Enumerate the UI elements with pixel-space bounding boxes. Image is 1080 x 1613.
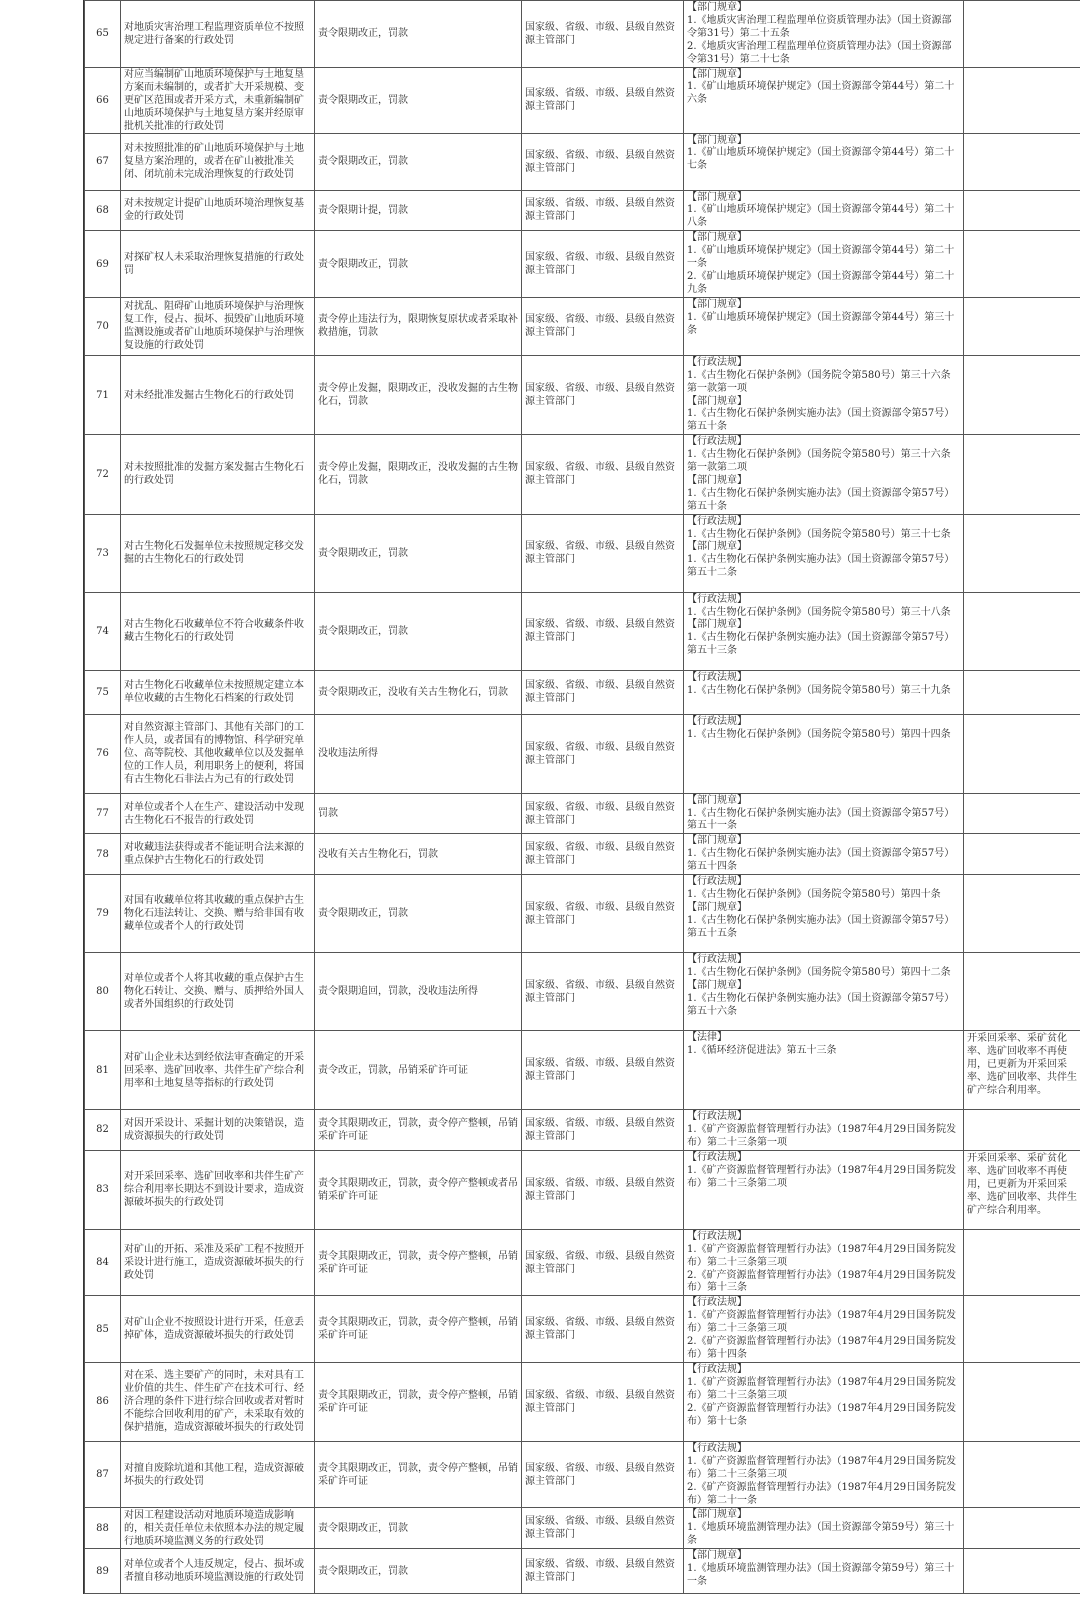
remark (964, 190, 1080, 231)
remark (964, 514, 1080, 592)
penalty-measure: 责令限期改正，罚款 (315, 231, 522, 298)
row-number: 66 (85, 67, 121, 133)
penalty-measure: 责令其限期改正，罚款，责令停产整顿，吊销采矿许可证 (315, 1110, 522, 1151)
penalty-measure: 责令限期改正，罚款 (315, 875, 522, 953)
penalty-measure: 责令限期改正，罚款 (315, 133, 522, 190)
penalty-measure: 责令其限期改正，罚款，责令停产整顿，吊销采矿许可证 (315, 1441, 522, 1508)
enforcing-authority: 国家级、省级、市级、县级自然资源主管部门 (522, 834, 684, 875)
enforcing-authority: 国家级、省级、市级、县级自然资源主管部门 (522, 875, 684, 953)
row-number: 84 (85, 1229, 121, 1296)
row-number: 70 (85, 297, 121, 355)
enforcing-authority: 国家级、省级、市级、县级自然资源主管部门 (522, 1549, 684, 1594)
legal-basis-line: 1.《矿产资源监督管理暂行办法》（1987年4月29日国务院发布）第二十三条第三项 (687, 1376, 957, 1401)
legal-basis-line: 1.《古生物化石保护条例》（国务院令第580号）第四十四条 (687, 728, 951, 740)
penalty-item: 对开采回采率、选矿回收率和共伴生矿产综合利用率长期达不到设计要求，造成资源破坏损失的行政处罚 (121, 1150, 315, 1229)
table-row (85, 435, 1080, 514)
table-row (85, 1508, 1080, 1549)
table-row (85, 1296, 1080, 1363)
legal-basis (684, 190, 964, 231)
penalty-item: 对地质灾害治理工程监理资质单位不按照规定进行备案的行政处罚 (121, 1, 315, 68)
enforcing-authority: 国家级、省级、市级、县级自然资源主管部门 (522, 133, 684, 190)
table-row (85, 231, 1080, 298)
row-number: 69 (85, 231, 121, 298)
penalty-item: 对收藏违法获得或者不能证明合法来源的重点保护古生物化石的行政处罚 (121, 834, 315, 875)
row-number: 75 (85, 670, 121, 714)
legal-basis-line: 1.《循环经济促进法》第五十三条 (687, 1045, 837, 1056)
remark (964, 355, 1080, 434)
legal-basis (684, 670, 964, 714)
remark: 开采回采率、采矿贫化率、选矿回收率不再使用，已更新为开采回采率、选矿回收率、共伴生矿产综合利用率。 (964, 1150, 1080, 1229)
penalty-measure: 责令停止违法行为，限期恢复原状或者采取补救措施，罚款 (315, 297, 522, 355)
remark (964, 1549, 1080, 1594)
table-row (85, 1150, 1080, 1229)
penalty-item: 对古生物化石发掘单位未按照规定移交发掘的古生物化石的行政处罚 (121, 514, 315, 592)
legal-basis-line: 【部门规章】 (687, 979, 747, 991)
legal-basis-line: 【行政法规】 (687, 1111, 747, 1123)
penalty-item: 对应当编制矿山地质环境保护与土地复垦方案而未编制的，或者扩大开采规模、变更矿区范围或者开采方式，未重新编制矿山地质环境保护与土地复垦方案并经原审批机关批准的行政处罚 (121, 67, 315, 133)
row-number: 72 (85, 435, 121, 514)
legal-basis-line: 【法律】 (687, 1032, 727, 1044)
legal-basis (684, 133, 964, 190)
enforcing-authority: 国家级、省级、市级、县级自然资源主管部门 (522, 1031, 684, 1110)
legal-basis-line: 【部门规章】 (687, 232, 747, 244)
legal-basis-line: 1.《矿山地质环境保护规定》（国土资源部令第44号）第三十条 (687, 311, 955, 336)
legal-basis-line: 【部门规章】 (687, 68, 747, 80)
penalty-measure: 责令限期改正，罚款 (315, 67, 522, 133)
legal-basis-line: 【行政法规】 (687, 593, 747, 605)
enforcing-authority: 国家级、省级、市级、县级自然资源主管部门 (522, 67, 684, 133)
table-row (85, 514, 1080, 592)
legal-basis-line: 【行政法规】 (687, 1297, 747, 1309)
table-row (85, 1362, 1080, 1441)
remark (964, 953, 1080, 1031)
remark (964, 592, 1080, 670)
legal-basis-line: 1.《矿产资源监督管理暂行办法》（1987年4月29日国务院发布）第二十三条第三项 (687, 1455, 957, 1480)
row-number: 86 (85, 1362, 121, 1441)
penalty-measure: 罚款 (315, 793, 522, 834)
legal-basis-line: 1.《矿山地质环境保护规定》（国土资源部令第44号）第二十七条 (687, 147, 955, 172)
penalty-measure: 没收有关古生物化石，罚款 (315, 834, 522, 875)
enforcing-authority: 国家级、省级、市级、县级自然资源主管部门 (522, 1362, 684, 1441)
table-row (85, 592, 1080, 670)
legal-basis (684, 1362, 964, 1441)
remark: 开采回采率、采矿贫化率、选矿回收率不再使用，已更新为开采回采率、选矿回收率、共伴生矿产综合利用率。 (964, 1031, 1080, 1110)
penalty-item: 对未按照批准的发掘方案发掘古生物化石的行政处罚 (121, 435, 315, 514)
table-row (85, 1031, 1080, 1110)
legal-basis-line: 1.《矿山地质环境保护规定》（国土资源部令第44号）第二十八条 (687, 204, 955, 229)
legal-basis-line: 【行政法规】 (687, 1363, 747, 1375)
penalty-measure: 责令停止发掘，限期改正，没收发掘的古生物化石，罚款 (315, 435, 522, 514)
penalty-item: 对矿山的开拓、采准及采矿工程不按照开采设计进行施工，造成资源破坏损失的行政处罚 (121, 1229, 315, 1296)
row-number: 80 (85, 953, 121, 1031)
enforcing-authority: 国家级、省级、市级、县级自然资源主管部门 (522, 1, 684, 68)
table-row (85, 953, 1080, 1031)
enforcing-authority: 国家级、省级、市级、县级自然资源主管部门 (522, 953, 684, 1031)
legal-basis-line: 1.《古生物化石保护条例》（国务院令第580号）第四十二条 (687, 967, 951, 978)
legal-basis (684, 875, 964, 953)
legal-basis-line: 【行政法规】 (687, 715, 747, 727)
legal-basis-line: 1.《古生物化石保护条例》（国务院令第580号）第三十六条第一款第二项 (687, 449, 951, 474)
legal-basis (684, 355, 964, 434)
legal-basis-line: 【部门规章】 (687, 2, 747, 13)
table-row (85, 133, 1080, 190)
legal-basis-line: 【部门规章】 (687, 901, 747, 913)
penalty-item: 对国有收藏单位将其收藏的重点保护古生物化石违法转让、交换、赠与给非国有收藏单位或者个人的行政处罚 (121, 875, 315, 953)
penalty-measure: 责令限期改正，罚款 (315, 592, 522, 670)
legal-basis-line: 【行政法规】 (687, 436, 747, 448)
legal-basis (684, 1296, 964, 1363)
penalty-item: 对自然资源主管部门、其他有关部门的工作人员，或者国有的博物馆、科学研究单位、高等院校、其他收藏单位以及发掘单位的工作人员，利用职务上的便利，将国有古生物化石非法占为己有的行政处罚 (121, 714, 315, 793)
legal-basis-line: 【行政法规】 (687, 954, 747, 966)
penalty-measure: 责令其限期改正，罚款，责令停产整顿，吊销采矿许可证 (315, 1362, 522, 1441)
penalty-item: 对未按规定计提矿山地质环境治理恢复基金的行政处罚 (121, 190, 315, 231)
legal-basis (684, 793, 964, 834)
legal-basis-line: 【部门规章】 (687, 191, 747, 203)
legal-basis (684, 592, 964, 670)
legal-basis-line: 【部门规章】 (687, 134, 747, 146)
row-number: 79 (85, 875, 121, 953)
legal-basis-line: 1.《古生物化石保护条例》（国务院令第580号）第三十七条 (687, 528, 951, 540)
penalty-measure: 责令其限期改正，罚款，责令停产整顿或者吊销采矿许可证 (315, 1150, 522, 1229)
remark (964, 1296, 1080, 1363)
penalty-item: 对在采、选主要矿产的同时，未对具有工业价值的共生、伴生矿产在技术可行、经济合理的条件下进行综合回收或者对暂时不能综合回收利用的矿产，未采取有效的保护措施，造成资源破坏损失的行政处罚 (121, 1362, 315, 1441)
legal-basis-line: 【部门规章】 (687, 835, 747, 847)
remark (964, 714, 1080, 793)
penalty-measure: 责令停止发掘，限期改正，没收发掘的古生物化石，罚款 (315, 355, 522, 434)
penalty-measure: 责令其限期改正，罚款，责令停产整顿，吊销采矿许可证 (315, 1296, 522, 1363)
legal-basis-line: 1.《古生物化石保护条例实施办法》（国土资源部令第57号）第五十五条 (687, 914, 955, 939)
remark (964, 1110, 1080, 1151)
penalty-measure: 责令改正，罚款，吊销采矿许可证 (315, 1031, 522, 1110)
legal-basis-line: 1.《古生物化石保护条例实施办法》（国土资源部令第57号）第五十六条 (687, 992, 955, 1017)
legal-basis (684, 67, 964, 133)
penalty-item: 对探矿权人未采取治理恢复措施的行政处罚 (121, 231, 315, 298)
penalty-catalog-sheet (83, 0, 1080, 1594)
penalty-measure: 责令限期改正，罚款 (315, 1508, 522, 1549)
row-number: 76 (85, 714, 121, 793)
enforcing-authority: 国家级、省级、市级、县级自然资源主管部门 (522, 1441, 684, 1508)
row-number: 88 (85, 1508, 121, 1549)
row-number: 83 (85, 1150, 121, 1229)
penalty-item: 对擅自废除坑道和其他工程，造成资源破坏损失的行政处罚 (121, 1441, 315, 1508)
enforcing-authority: 国家级、省级、市级、县级自然资源主管部门 (522, 670, 684, 714)
legal-basis-line: 1.《矿山地质环境保护规定》（国土资源部令第44号）第二十一条 (687, 245, 955, 270)
enforcing-authority: 国家级、省级、市级、县级自然资源主管部门 (522, 355, 684, 434)
remark (964, 1441, 1080, 1508)
row-number: 85 (85, 1296, 121, 1363)
legal-basis (684, 1110, 964, 1151)
legal-basis-line: 【部门规章】 (687, 541, 747, 553)
penalty-catalog-body (85, 1, 1080, 1594)
penalty-measure: 责令限期改正，罚款 (315, 1, 522, 68)
legal-basis-line: 1.《矿产资源监督管理暂行办法》（1987年4月29日国务院发布）第二十三条第一项 (687, 1124, 957, 1148)
legal-basis (684, 514, 964, 592)
legal-basis-line: 1.《古生物化石保护条例》（国务院令第580号）第三十八条 (687, 606, 951, 618)
legal-basis-line: 1.《古生物化石保护条例实施办法》（国土资源部令第57号）第五十三条 (687, 632, 955, 657)
penalty-measure: 责令其限期改正，罚款，责令停产整顿，吊销采矿许可证 (315, 1229, 522, 1296)
remark (964, 1, 1080, 68)
enforcing-authority: 国家级、省级、市级、县级自然资源主管部门 (522, 1296, 684, 1363)
row-number: 71 (85, 355, 121, 434)
legal-basis-line: 1.《古生物化石保护条例》（国务院令第580号）第四十条 (687, 889, 941, 900)
legal-basis (684, 1229, 964, 1296)
legal-basis (684, 1441, 964, 1508)
legal-basis-line: 2.《矿山地质环境保护规定》（国土资源部令第44号）第二十九条 (687, 270, 955, 295)
row-number: 74 (85, 592, 121, 670)
enforcing-authority: 国家级、省级、市级、县级自然资源主管部门 (522, 297, 684, 355)
table-row (85, 1229, 1080, 1296)
table-row (85, 834, 1080, 875)
enforcing-authority: 国家级、省级、市级、县级自然资源主管部门 (522, 435, 684, 514)
enforcing-authority: 国家级、省级、市级、县级自然资源主管部门 (522, 592, 684, 670)
legal-basis (684, 1549, 964, 1594)
legal-basis-line: 【行政法规】 (687, 876, 747, 888)
legal-basis-line: 1.《矿山地质环境保护规定》（国土资源部令第44号）第二十六条 (687, 81, 955, 106)
legal-basis-line: 1.《古生物化石保护条例实施办法》（国土资源部令第57号）第五十四条 (687, 848, 955, 873)
penalty-item: 对未经批准发掘古生物化石的行政处罚 (121, 355, 315, 434)
enforcing-authority: 国家级、省级、市级、县级自然资源主管部门 (522, 714, 684, 793)
legal-basis-line: 【行政法规】 (687, 515, 747, 527)
legal-basis-line: 【部门规章】 (687, 1550, 747, 1562)
remark (964, 133, 1080, 190)
table-row (85, 190, 1080, 231)
remark (964, 1362, 1080, 1441)
legal-basis-line: 【行政法规】 (687, 1442, 747, 1454)
legal-basis-line: 2.《矿产资源监督管理暂行办法》（1987年4月29日国务院发布）第十四条 (687, 1336, 957, 1360)
row-number: 73 (85, 514, 121, 592)
legal-basis (684, 714, 964, 793)
enforcing-authority: 国家级、省级、市级、县级自然资源主管部门 (522, 231, 684, 298)
table-row (85, 714, 1080, 793)
row-number: 78 (85, 834, 121, 875)
penalty-item: 对矿山企业未达到经依法审查确定的开采回采率、选矿回收率、共伴生矿产综合利用率和土地复垦等指标的行政处罚 (121, 1031, 315, 1110)
table-row (85, 1441, 1080, 1508)
row-number: 65 (85, 1, 121, 68)
legal-basis-line: 【部门规章】 (687, 794, 747, 806)
legal-basis-line: 1.《矿产资源监督管理暂行办法》（1987年4月29日国务院发布）第二十三条第三项 (687, 1310, 957, 1335)
legal-basis-line: 1.《古生物化石保护条例》（国务院令第580号）第三十六条第一款第一项 (687, 369, 951, 394)
legal-basis-line: 2.《地质灾害治理工程监理单位资质管理办法》（国土资源部令第31号）第二十七条 (687, 40, 952, 65)
legal-basis (684, 435, 964, 514)
enforcing-authority: 国家级、省级、市级、县级自然资源主管部门 (522, 190, 684, 231)
remark (964, 670, 1080, 714)
row-number: 77 (85, 793, 121, 834)
legal-basis (684, 297, 964, 355)
table-row (85, 67, 1080, 133)
legal-basis-line: 【行政法规】 (687, 356, 747, 368)
legal-basis (684, 1031, 964, 1110)
row-number: 67 (85, 133, 121, 190)
legal-basis-line: 【部门规章】 (687, 395, 747, 407)
penalty-item: 对因开采设计、采掘计划的决策错误，造成资源损失的行政处罚 (121, 1110, 315, 1151)
legal-basis-line: 2.《矿产资源监督管理暂行办法》（1987年4月29日国务院发布）第二十一条 (687, 1481, 957, 1506)
row-number: 87 (85, 1441, 121, 1508)
penalty-item: 对古生物化石收藏单位不符合收藏条件收藏古生物化石的行政处罚 (121, 592, 315, 670)
penalty-measure: 责令限期改正，罚款 (315, 514, 522, 592)
penalty-measure: 责令限期改正，没收有关古生物化石，罚款 (315, 670, 522, 714)
legal-basis-line: 1.《矿产资源监督管理暂行办法》（1987年4月29日国务院发布）第二十三条第三项 (687, 1243, 957, 1268)
remark (964, 834, 1080, 875)
remark (964, 231, 1080, 298)
penalty-measure: 责令限期改正，罚款 (315, 1549, 522, 1594)
remark (964, 297, 1080, 355)
legal-basis-line: 1.《古生物化石保护条例实施办法》（国土资源部令第57号）第五十条 (687, 487, 955, 512)
enforcing-authority: 国家级、省级、市级、县级自然资源主管部门 (522, 793, 684, 834)
remark (964, 875, 1080, 953)
legal-basis (684, 1, 964, 68)
legal-basis-line: 1.《地质环境监测管理办法》（国土资源部令第59号）第三十一条 (687, 1563, 955, 1587)
legal-basis-line: 【行政法规】 (687, 1230, 747, 1242)
table-row (85, 1110, 1080, 1151)
table-row (85, 1, 1080, 68)
legal-basis-line: 【行政法规】 (687, 1151, 747, 1163)
remark (964, 67, 1080, 133)
penalty-item: 对单位或者个人在生产、建设活动中发现古生物化石不报告的行政处罚 (121, 793, 315, 834)
enforcing-authority: 国家级、省级、市级、县级自然资源主管部门 (522, 1150, 684, 1229)
row-number: 81 (85, 1031, 121, 1110)
penalty-item: 对矿山企业不按照设计进行开采，任意丢掉矿体，造成资源破坏损失的行政处罚 (121, 1296, 315, 1363)
enforcing-authority: 国家级、省级、市级、县级自然资源主管部门 (522, 1110, 684, 1151)
legal-basis-line: 2.《矿产资源监督管理暂行办法》（1987年4月29日国务院发布）第十三条 (687, 1269, 957, 1294)
enforcing-authority: 国家级、省级、市级、县级自然资源主管部门 (522, 514, 684, 592)
row-number: 89 (85, 1549, 121, 1594)
penalty-item: 对因工程建设活动对地质环境造成影响的，相关责任单位未依照本办法的规定履行地质环境监测义务的行政处罚 (121, 1508, 315, 1549)
legal-basis-line: 1.《古生物化石保护条例实施办法》（国土资源部令第57号）第五十一条 (687, 807, 955, 832)
table-row (85, 355, 1080, 434)
penalty-item: 对单位或者个人违反规定，侵占、损坏或者擅自移动地质环境监测设施的行政处罚 (121, 1549, 315, 1594)
penalty-measure: 责令限期追回，罚款，没收违法所得 (315, 953, 522, 1031)
legal-basis (684, 834, 964, 875)
penalty-measure: 责令限期计提，罚款 (315, 190, 522, 231)
legal-basis (684, 953, 964, 1031)
table-row (85, 875, 1080, 953)
legal-basis (684, 1150, 964, 1229)
penalty-item: 对未按照批准的矿山地质环境保护与土地复垦方案治理的，或者在矿山被批准关闭、闭坑前未完成治理恢复的行政处罚 (121, 133, 315, 190)
row-number: 68 (85, 190, 121, 231)
legal-basis-line: 1.《地质灾害治理工程监理单位资质管理办法》（国土资源部令第31号）第二十五条 (687, 14, 952, 39)
table-row (85, 670, 1080, 714)
legal-basis (684, 1508, 964, 1549)
remark (964, 1508, 1080, 1549)
legal-basis-line: 1.《地质环境监测管理办法》（国土资源部令第59号）第三十条 (687, 1522, 955, 1547)
legal-basis-line: 2.《矿产资源监督管理暂行办法》（1987年4月29日国务院发布）第十七条 (687, 1402, 957, 1427)
legal-basis-line: 【部门规章】 (687, 474, 747, 486)
penalty-catalog-table (84, 0, 1080, 1594)
legal-basis-line: 1.《古生物化石保护条例》（国务院令第580号）第三十九条 (687, 684, 951, 696)
remark (964, 435, 1080, 514)
legal-basis-line: 1.《古生物化石保护条例实施办法》（国土资源部令第57号）第五十条 (687, 408, 955, 433)
table-row (85, 297, 1080, 355)
remark (964, 793, 1080, 834)
penalty-measure: 没收违法所得 (315, 714, 522, 793)
penalty-item: 对扰乱、阻碍矿山地质环境保护与治理恢复工作，侵占、损坏、损毁矿山地质环境监测设施或者矿山地质环境保护与治理恢复设施的行政处罚 (121, 297, 315, 355)
remark (964, 1229, 1080, 1296)
legal-basis-line: 【部门规章】 (687, 1509, 747, 1521)
row-number: 82 (85, 1110, 121, 1151)
legal-basis-line: 【部门规章】 (687, 298, 747, 310)
legal-basis-line: 【行政法规】 (687, 671, 747, 683)
legal-basis-line: 1.《古生物化石保护条例实施办法》（国土资源部令第57号）第五十二条 (687, 554, 955, 579)
legal-basis (684, 231, 964, 298)
enforcing-authority: 国家级、省级、市级、县级自然资源主管部门 (522, 1229, 684, 1296)
penalty-item: 对古生物化石收藏单位未按照规定建立本单位收藏的古生物化石档案的行政处罚 (121, 670, 315, 714)
legal-basis-line: 1.《矿产资源监督管理暂行办法》（1987年4月29日国务院发布）第二十三条第二项 (687, 1164, 957, 1189)
penalty-item: 对单位或者个人将其收藏的重点保护古生物化石转让、交换、赠与、质押给外国人或者外国组织的行政处罚 (121, 953, 315, 1031)
table-row (85, 793, 1080, 834)
enforcing-authority: 国家级、省级、市级、县级自然资源主管部门 (522, 1508, 684, 1549)
table-row (85, 1549, 1080, 1594)
legal-basis-line: 【部门规章】 (687, 619, 747, 631)
